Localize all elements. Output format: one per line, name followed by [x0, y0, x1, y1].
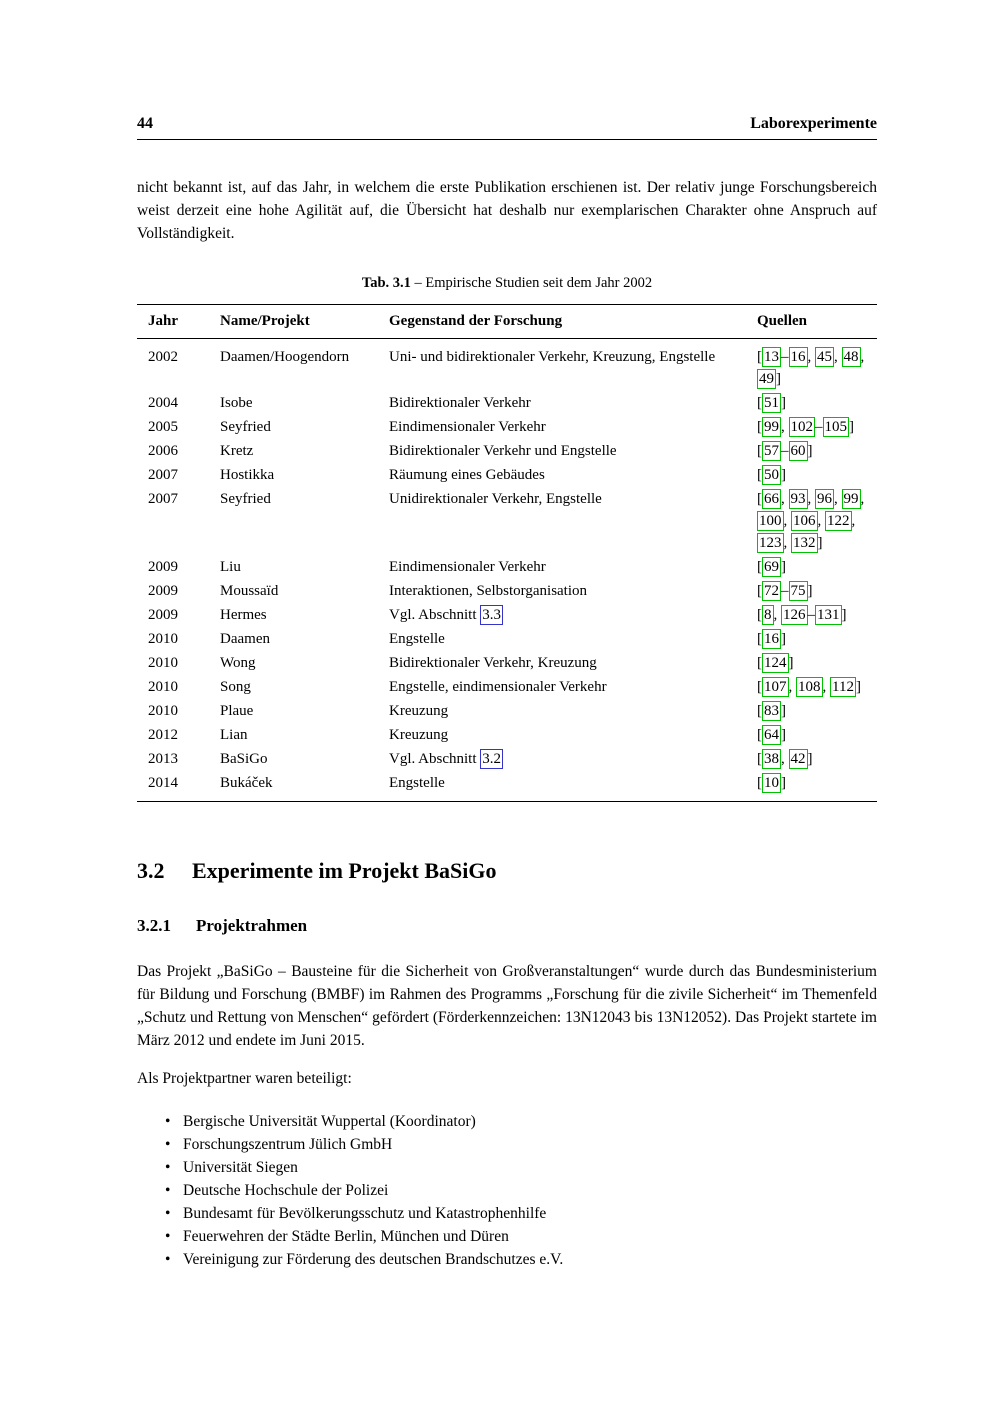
text-segment: Interaktionen, Selbstorganisation	[389, 583, 588, 599]
partner-item	[137, 1156, 877, 1179]
citation-link[interactable]: 49	[759, 371, 774, 387]
text-segment: ]	[781, 467, 786, 483]
text-segment: ]	[849, 419, 854, 435]
citation-link[interactable]: 42	[790, 751, 806, 767]
cell-gegenstand	[389, 463, 757, 487]
table-caption	[137, 275, 877, 292]
text-segment: –	[815, 419, 823, 435]
cell-gegenstand	[389, 627, 757, 651]
citation-link[interactable]: 112	[832, 679, 854, 695]
subsection-number: 3.2.1	[137, 916, 171, 935]
cell-jahr: 2013	[148, 751, 178, 767]
text-segment: ,	[822, 679, 830, 695]
citation-link[interactable]: 38	[764, 751, 779, 767]
text-segment: [	[757, 491, 762, 507]
citation-link[interactable]: 13	[764, 349, 779, 365]
text-segment: Kreuzung	[389, 727, 449, 743]
text-segment: Engstelle	[389, 775, 445, 791]
study-row	[137, 555, 877, 579]
cell-name-projekt: Isobe	[220, 395, 253, 411]
bullet-icon: •	[165, 1159, 171, 1176]
cell-jahr: 2012	[148, 727, 178, 743]
cell-quellen	[757, 579, 877, 603]
cell-name-projekt: BaSiGo	[220, 751, 268, 767]
citation-link[interactable]: 16	[764, 631, 779, 647]
partner-item	[137, 1248, 877, 1271]
column-header: Quellen	[757, 305, 877, 339]
text-segment: Engstelle, eindimensionaler Verkehr	[389, 679, 607, 695]
citation-link[interactable]: 132	[793, 535, 816, 551]
project-paragraph: Das Projekt „BaSiGo – Bausteine für die Sicherheit von Großveranstaltungen“ wurde durch das Bundesministerium für Bildung und Forschung (BMBF) im Rahmen des Programms „Forschung für die zivile Sicherheit“ im Themenfeld „Schutz und Rettung von Menschen“ gefördert (Förderkennzeichen: 13N12043 bis 13N12052). Das Projekt startete im März 2012 und endete im Juni 2015.	[137, 963, 877, 1049]
text-segment: ]	[817, 535, 823, 551]
study-row	[137, 699, 877, 723]
subsection-heading	[137, 916, 877, 936]
bullet-icon: •	[165, 1136, 171, 1153]
text-segment: ,	[783, 535, 791, 551]
cell-gegenstand	[389, 439, 757, 463]
text-segment: Eindimensionaler Verkehr	[389, 419, 546, 435]
partner-name: Forschungszentrum Jülich GmbH	[183, 1136, 393, 1153]
cell-name-projekt: Liu	[220, 559, 241, 575]
cell-jahr: 2009	[148, 559, 178, 575]
study-row	[137, 439, 877, 463]
cell-gegenstand	[389, 339, 757, 392]
cell-jahr: 2006	[148, 443, 178, 459]
cell-jahr: 2007	[148, 467, 178, 483]
cell-jahr: 2002	[148, 349, 178, 365]
cell-quellen	[757, 747, 877, 771]
citation-link[interactable]: 131	[817, 607, 840, 623]
cell-gegenstand	[389, 555, 757, 579]
text-segment: Engstelle	[389, 631, 445, 647]
cell-jahr: 2010	[148, 655, 178, 671]
text-segment: Unidirektionaler Verkehr, Engstelle	[389, 491, 602, 507]
text-segment: ,	[860, 491, 865, 507]
text-segment: Bidirektionaler Verkehr und Engstelle	[389, 443, 617, 459]
citation-link[interactable]: 99	[764, 419, 779, 435]
cell-quellen	[757, 463, 877, 487]
text-segment: –	[781, 443, 789, 459]
text-segment: [	[757, 631, 762, 647]
intro-paragraph: nicht bekannt ist, auf das Jahr, in welchem die erste Publikation erschienen ist. Der relativ junge Forschungsbereich weist derzeit eine hohe Agilität auf, die Übersicht hat deshalb nur exemplarischen Charakter ohne Anspruch auf Vollständigkeit.	[137, 179, 877, 242]
partner-name: Universität Siegen	[183, 1159, 298, 1176]
text-segment: ,	[860, 349, 865, 365]
cell-quellen	[757, 391, 877, 415]
cell-gegenstand	[389, 771, 757, 802]
cell-gegenstand	[389, 603, 757, 627]
text-segment: ]	[781, 727, 786, 743]
text-segment: [	[757, 443, 762, 459]
cell-name-projekt: Wong	[220, 655, 256, 671]
cell-gegenstand	[389, 699, 757, 723]
column-header: Name/Projekt	[220, 305, 389, 339]
cell-name-projekt: Seyfried	[220, 419, 271, 435]
text-segment: –	[781, 349, 789, 365]
text-segment: Bidirektionaler Verkehr, Kreuzung	[389, 655, 597, 671]
text-segment: Vgl. Abschnitt	[389, 607, 481, 623]
cell-quellen	[757, 699, 877, 723]
citation-link[interactable]: 83	[764, 703, 779, 719]
text-segment: [	[757, 583, 762, 599]
text-segment: ]	[807, 443, 813, 459]
study-row	[137, 771, 877, 802]
cell-quellen	[757, 627, 877, 651]
study-table-header-row	[137, 305, 877, 339]
study-row	[137, 723, 877, 747]
cell-gegenstand	[389, 487, 757, 555]
text-segment: ]	[781, 395, 786, 411]
partner-name: Bundesamt für Bevölkerungsschutz und Katastrophenhilfe	[183, 1205, 547, 1222]
partner-item	[137, 1179, 877, 1202]
study-row	[137, 579, 877, 603]
text-segment: –	[781, 583, 789, 599]
cell-name-projekt: Bukáček	[220, 775, 273, 791]
study-table-body	[137, 339, 877, 802]
text-segment: [	[757, 349, 762, 365]
text-segment: [	[757, 607, 762, 623]
partner-name: Feuerwehren der Städte Berlin, München und Düren	[183, 1228, 509, 1245]
study-table	[137, 304, 877, 802]
citation-link[interactable]: 51	[764, 395, 779, 411]
cell-name-projekt: Daamen/Hoogendorn	[220, 349, 350, 365]
cell-name-projekt: Hostikka	[220, 467, 275, 483]
study-row	[137, 651, 877, 675]
text-segment: Vgl. Abschnitt	[389, 751, 481, 767]
cell-quellen	[757, 487, 877, 555]
study-row	[137, 391, 877, 415]
text-segment: ,	[781, 491, 789, 507]
citation-link[interactable]: 72	[764, 583, 779, 599]
table-caption-text: – Empirische Studien seit dem Jahr 2002	[410, 275, 653, 291]
text-segment: ,	[807, 349, 815, 365]
citation-link[interactable]: 124	[764, 655, 787, 671]
citation-link[interactable]: 10	[764, 775, 779, 791]
cell-quellen	[757, 603, 877, 627]
citation-link[interactable]: 64	[764, 727, 779, 743]
citation-link[interactable]: 57	[764, 443, 779, 459]
text-segment: ,	[781, 751, 789, 767]
text-segment: [	[757, 559, 762, 575]
cell-quellen	[757, 339, 877, 392]
cell-name-projekt: Plaue	[220, 703, 254, 719]
cell-quellen	[757, 439, 877, 463]
text-segment: [	[757, 703, 762, 719]
bullet-icon: •	[165, 1228, 171, 1245]
text-segment: –	[807, 607, 815, 623]
section-link[interactable]: 3.3	[482, 607, 502, 623]
citation-link[interactable]: 16	[790, 349, 806, 365]
cell-jahr: 2007	[148, 491, 178, 507]
text-segment: Eindimensionaler Verkehr	[389, 559, 546, 575]
citation-link[interactable]: 60	[790, 443, 806, 459]
citation-link[interactable]: 105	[824, 419, 847, 435]
partners-intro: Als Projektpartner waren beteiligt:	[137, 1070, 352, 1087]
bullet-icon: •	[165, 1205, 171, 1222]
cell-quellen	[757, 651, 877, 675]
text-segment: ]	[781, 703, 786, 719]
cell-gegenstand	[389, 391, 757, 415]
text-segment: ]	[841, 607, 847, 623]
cell-jahr: 2010	[148, 703, 178, 719]
citation-link[interactable]: 50	[764, 467, 779, 483]
cell-jahr: 2009	[148, 607, 178, 623]
cell-gegenstand	[389, 415, 757, 439]
cell-jahr: 2004	[148, 395, 178, 411]
citation-link[interactable]: 66	[764, 491, 779, 507]
study-row	[137, 675, 877, 699]
citation-link[interactable]: 108	[798, 679, 821, 695]
study-row	[137, 627, 877, 651]
text-segment: ,	[817, 513, 825, 529]
cell-jahr: 2009	[148, 583, 178, 599]
cell-jahr: 2010	[148, 679, 178, 695]
citation-link[interactable]: 96	[817, 491, 832, 507]
study-row	[137, 603, 877, 627]
text-segment: ,	[788, 679, 796, 695]
section-heading	[137, 858, 877, 884]
study-row	[137, 487, 877, 555]
bullet-icon: •	[165, 1182, 171, 1199]
cell-name-projekt: Kretz	[220, 443, 254, 459]
cell-quellen	[757, 723, 877, 747]
text-segment: ,	[851, 513, 856, 529]
text-segment: Kreuzung	[389, 703, 449, 719]
text-segment: Uni- und bidirektionaler Verkehr, Kreuzung, Engstelle	[389, 349, 716, 365]
text-segment: [	[757, 775, 762, 791]
partner-item	[137, 1202, 877, 1225]
citation-link[interactable]: 48	[843, 349, 859, 365]
text-segment: Räumung eines Gebäudes	[389, 467, 545, 483]
cell-name-projekt: Seyfried	[220, 491, 271, 507]
cell-name-projekt: Hermes	[220, 607, 267, 623]
text-segment: ]	[788, 655, 794, 671]
text-segment: ]	[781, 775, 786, 791]
text-segment: ,	[834, 491, 842, 507]
cell-gegenstand	[389, 723, 757, 747]
citation-link[interactable]: 75	[790, 583, 806, 599]
text-segment: [	[757, 751, 762, 767]
subsection-title: Projektrahmen	[196, 916, 308, 935]
text-segment: Bidirektionaler Verkehr	[389, 395, 531, 411]
cell-name-projekt: Daamen	[220, 631, 270, 647]
cell-gegenstand	[389, 651, 757, 675]
study-row	[137, 747, 877, 771]
text-segment: ,	[807, 491, 815, 507]
text-segment: ]	[807, 583, 813, 599]
column-header: Jahr	[137, 305, 220, 339]
citation-link[interactable]: 122	[827, 513, 850, 529]
cell-gegenstand	[389, 747, 757, 771]
study-row	[137, 463, 877, 487]
text-segment: [	[757, 655, 762, 671]
text-segment: [	[757, 419, 762, 435]
section-title: Experimente im Projekt BaSiGo	[192, 858, 497, 883]
running-header-title: Laborexperimente	[750, 115, 877, 132]
text-segment: ,	[781, 419, 789, 435]
text-segment: ,	[834, 349, 842, 365]
cell-gegenstand	[389, 675, 757, 699]
citation-link[interactable]: 102	[790, 419, 813, 435]
text-segment: ]	[807, 751, 813, 767]
cell-name-projekt: Song	[220, 679, 251, 695]
citation-link[interactable]: 8	[764, 607, 772, 623]
partner-item	[137, 1110, 877, 1133]
partner-name: Vereinigung zur Förderung des deutschen Brandschutzes e.V.	[183, 1251, 564, 1268]
text-segment: ]	[781, 559, 786, 575]
text-segment: ]	[781, 631, 786, 647]
citation-link[interactable]: 100	[759, 513, 782, 529]
cell-gegenstand	[389, 579, 757, 603]
partner-name: Bergische Universität Wuppertal (Koordinator)	[183, 1113, 476, 1130]
text-segment: ]	[855, 679, 861, 695]
text-segment: [	[757, 727, 762, 743]
section-link[interactable]: 3.2	[482, 751, 502, 767]
text-segment: [	[757, 679, 762, 695]
partner-item	[137, 1133, 877, 1156]
citation-link[interactable]: 69	[764, 559, 779, 575]
cell-name-projekt: Lian	[220, 727, 248, 743]
cell-quellen	[757, 675, 877, 699]
cell-jahr: 2014	[148, 775, 178, 791]
study-row	[137, 415, 877, 439]
citation-link[interactable]: 45	[817, 349, 832, 365]
column-header: Gegenstand der Forschung	[389, 305, 757, 339]
cell-name-projekt: Moussaïd	[220, 583, 279, 599]
text-segment: [	[757, 467, 762, 483]
cell-quellen	[757, 771, 877, 802]
citation-link[interactable]: 99	[843, 491, 859, 507]
section-number: 3.2	[137, 858, 165, 883]
text-segment: ,	[773, 607, 781, 623]
cell-quellen	[757, 415, 877, 439]
table-caption-label: Tab. 3.1	[361, 275, 411, 291]
partner-list	[137, 1110, 877, 1271]
citation-link[interactable]: 106	[793, 513, 816, 529]
study-row	[137, 339, 877, 392]
page-number: 44	[137, 115, 153, 132]
cell-jahr: 2005	[148, 419, 178, 435]
bullet-icon: •	[165, 1113, 171, 1130]
text-segment: ,	[783, 513, 791, 529]
text-segment: ]	[776, 371, 781, 387]
cell-jahr: 2010	[148, 631, 178, 647]
cell-quellen	[757, 555, 877, 579]
citation-link[interactable]: 126	[783, 607, 806, 623]
partner-item	[137, 1225, 877, 1248]
citation-link[interactable]: 123	[759, 535, 782, 551]
bullet-icon: •	[165, 1251, 171, 1268]
partner-name: Deutsche Hochschule der Polizei	[183, 1182, 389, 1199]
citation-link[interactable]: 93	[790, 491, 806, 507]
running-header	[137, 115, 877, 140]
text-segment: [	[757, 395, 762, 411]
citation-link[interactable]: 107	[764, 679, 787, 695]
